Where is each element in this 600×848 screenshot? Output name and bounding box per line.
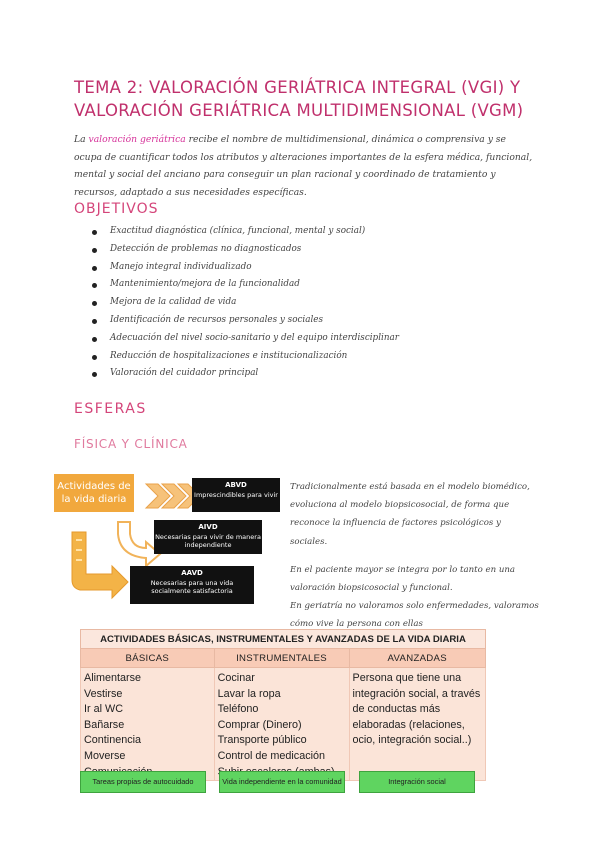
objetivo-item: Detección de problemas no diagnosticados	[92, 241, 532, 259]
objetivo-item: Identificación de recursos personales y sociales	[92, 312, 532, 330]
aivd-title: AIVD	[198, 523, 218, 531]
aivd-desc: Necesarias para vivir de manera independiente	[155, 533, 261, 549]
aavd-desc: Necesarias para una vida socialmente satisfactoria	[150, 579, 234, 595]
side-text	[290, 478, 540, 634]
actividades-box: Actividades de la vida diaria	[54, 474, 134, 512]
footer-label-avanzadas: Integración social	[359, 771, 475, 793]
intro-paragraph	[74, 131, 534, 201]
intro-highlight: valoración geriátrica	[88, 134, 186, 145]
aavd-box	[130, 566, 254, 604]
list-item: Teléfono	[217, 703, 259, 716]
objetivos-list	[92, 223, 532, 383]
avanzadas-cell: Persona que tiene una integración social, a través de conductas más elaboradas (relaciones, ocio, integración social..)	[349, 668, 486, 781]
aivd-box	[154, 520, 262, 554]
list-item: Lavar la ropa	[217, 687, 281, 700]
aavd-title: AAVD	[181, 569, 203, 577]
instrumentales-cell	[214, 668, 349, 781]
intro-text: recibe el nombre de multidimensional, dinámica o comprensiva y se ocupa de cuantificar todos los atributos y alteraciones importantes de la esfera médica, funcional, mental y social del anciano para conseguir un plan racional y coordinado de tratamiento y recursos, adaptado a sus necesidades específicas.	[74, 134, 533, 198]
table-title: ACTIVIDADES BÁSICAS, INSTRUMENTALES Y AVANZADAS DE LA VIDA DIARIA	[81, 630, 486, 649]
avd-diagram	[54, 470, 284, 620]
list-item: Comprar (Dinero)	[217, 718, 302, 731]
esferas-heading: ESFERAS	[74, 401, 147, 417]
list-item: Cocinar	[217, 672, 255, 684]
list-item: Vestirse	[84, 687, 123, 700]
side-paragraph-3: En geriatría no valoramos solo enfermedades, valoramos cómo vive la persona con ellas	[290, 601, 539, 630]
list-item: Control de medicación	[217, 749, 326, 762]
objetivos-heading: OBJETIVOS	[74, 201, 159, 217]
title-line-1: TEMA 2: VALORACIÓN GERIÁTRICA INTEGRAL (VGI) Y	[74, 78, 521, 97]
objetivo-item: Valoración del cuidador principal	[92, 365, 532, 383]
objetivo-item: Mantenimiento/mejora de la funcionalidad	[92, 276, 532, 294]
avd-table	[80, 629, 486, 781]
list-item: Transporte público	[217, 734, 307, 747]
list-item: Continencia	[84, 734, 142, 747]
list-item: Alimentarse	[84, 672, 142, 684]
title-line-2: VALORACIÓN GERIÁTRICA MULTIDIMENSIONAL (VGM)	[74, 101, 524, 120]
abvd-desc: Imprescindibles para vivir	[194, 491, 278, 499]
side-paragraph-2: En el paciente mayor se integra por lo tanto en una valoración biopsicosocial y funcional.	[290, 564, 516, 594]
column-header-instrumentales: INSTRUMENTALES	[214, 649, 349, 668]
abvd-box	[192, 478, 280, 512]
basicas-cell	[81, 668, 215, 781]
list-item: Moverse	[84, 749, 126, 762]
intro-prefix: La	[74, 134, 89, 145]
objetivo-item: Exactitud diagnóstica (clínica, funcional, mental y social)	[92, 223, 532, 241]
footer-label-basicas: Tareas propias de autocuidado	[80, 771, 206, 793]
side-paragraph-1: Tradicionalmente está basada en el modelo biomédico, evoluciona al modelo biopsicosocial, de forma que reconoce la influencia de factores psicológicos y sociales.	[290, 482, 530, 547]
objetivo-item: Manejo integral individualizado	[92, 259, 532, 277]
list-item: Ir al WC	[84, 703, 123, 716]
footer-label-instrumentales: Vida independiente en la comunidad	[219, 771, 345, 793]
abvd-title: ABVD	[225, 481, 247, 489]
objetivo-item: Adecuación del nivel socio-sanitario y del equipo interdisciplinar	[92, 330, 532, 348]
fisica-clinica-heading: FÍSICA Y CLÍNICA	[74, 437, 188, 451]
column-header-avanzadas: AVANZADAS	[349, 649, 486, 668]
column-header-basicas: BÁSICAS	[81, 649, 215, 668]
objetivo-item: Reducción de hospitalizaciones e institucionalización	[92, 348, 532, 366]
objetivo-item: Mejora de la calidad de vida	[92, 294, 532, 312]
page-title	[74, 76, 544, 122]
list-item: Bañarse	[84, 718, 125, 731]
